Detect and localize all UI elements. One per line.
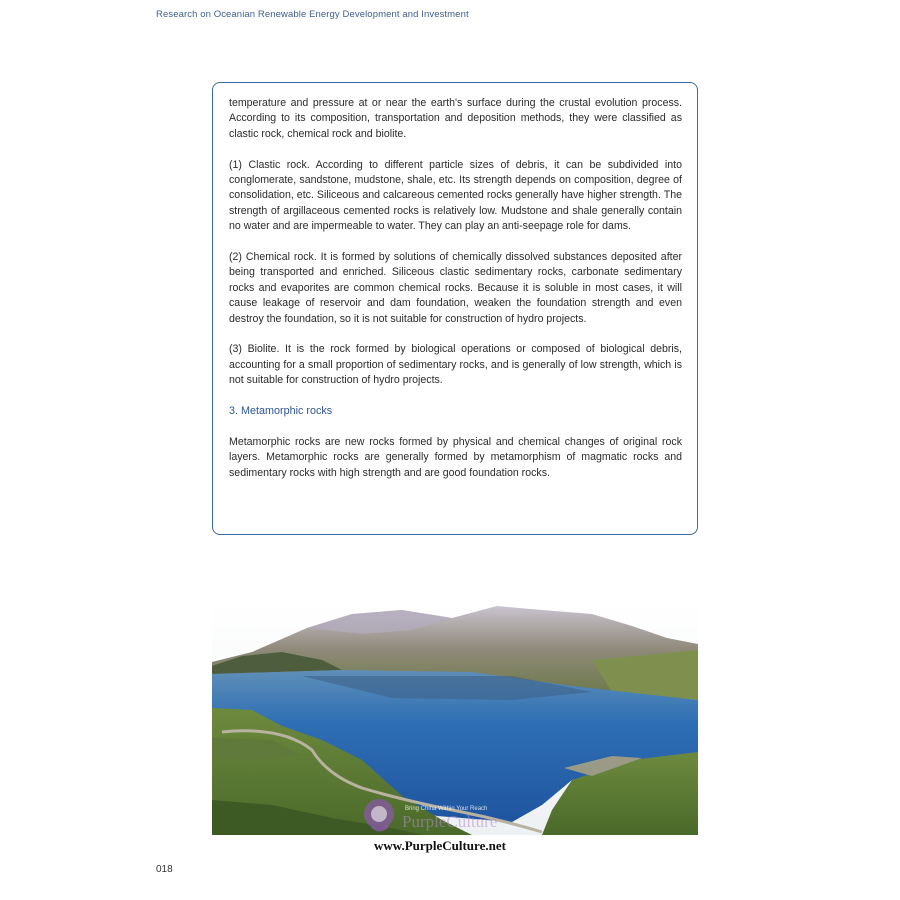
paragraph-chemical-rock: (2) Chemical rock. It is formed by solutions of chemically dissolved substances deposited after being transported and enriched. Siliceous clastic sedimentary rocks, carbonate sedimentary rocks and evaporites are common chemical rocks. Because it is soluble in most cases, it will cause leakage of reservoir and dam foundation, weaken the foundation strength and even destroy the foundation, so it is not suitable for construction of hydro projects.	[229, 251, 682, 325]
paragraph-clastic-rock: (1) Clastic rock. According to different particle sizes of debris, it can be subdivided into conglomerate, sandstone, mudstone, shale, etc. Its strength depends on composition, degree of consolidation, etc. Siliceous and calcareous cemented rocks generally have higher strength. The strength of argillaceous cemented rocks is relatively low. Mudstone and shale generally contain no water and are impermeable to water. They can play an anti-seepage role for dams.	[229, 158, 682, 233]
section-heading-metamorphic: 3. Metamorphic rocks	[229, 405, 333, 418]
watermark-url: www.PurpleCulture.net	[374, 838, 506, 853]
paragraph-metamorphic: Metamorphic rocks are new rocks formed by physical and chemical changes of original rock layers. Metamorphic rocks are generally formed by metamorphism of magmatic rocks and sedimentary rocks with high strength and are good foundation rocks.	[229, 435, 682, 479]
paragraph-biolite: (3) Biolite. It is the rock formed by biological operations or composed of biological debris, accounting for a small proportion of sedimentary rocks, and is generally of low strength, which is not suitable for construction of hydro projects.	[229, 343, 682, 387]
text-box	[212, 82, 698, 535]
paragraph-intro: temperature and pressure at or near the earth's surface during the crustal evolution process. According to its composition, transportation and deposition methods, they were classified as clastic rock, chemical rock and biolite.	[229, 97, 682, 140]
page-number: 018	[156, 864, 173, 875]
lake-mountain-photo	[212, 600, 698, 835]
watermark-brand: PurpleCulture	[402, 812, 498, 831]
watermark-tagline: Bring China Within Your Reach	[405, 806, 488, 812]
running-header: Research on Oceanian Renewable Energy Development and Investment	[156, 9, 469, 20]
watermark-logo-icon	[362, 796, 396, 834]
